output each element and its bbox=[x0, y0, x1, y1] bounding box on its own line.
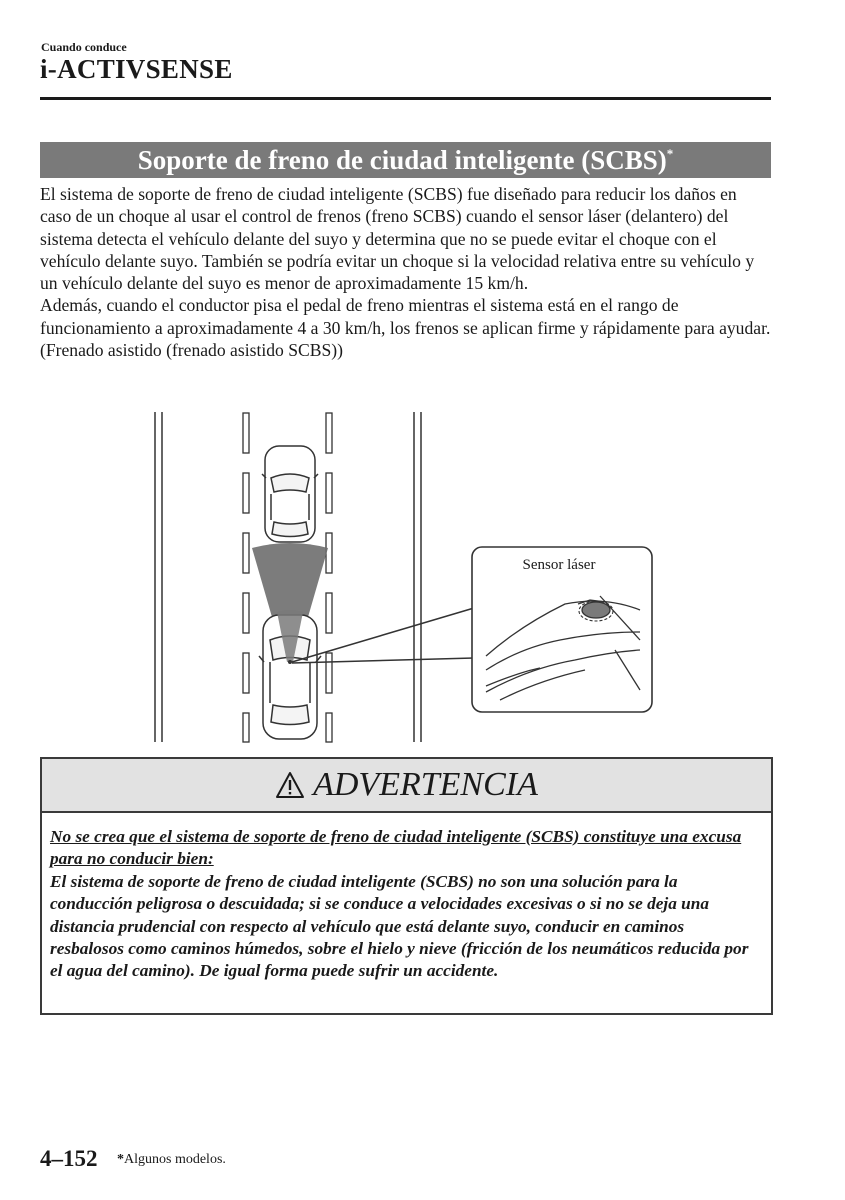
header-section-label: Cuando conduce bbox=[41, 40, 127, 54]
road-edge-right bbox=[414, 412, 421, 742]
sensor-callout-label: Sensor láser bbox=[522, 557, 596, 573]
sensor-point bbox=[288, 660, 292, 664]
section-title-mark: * bbox=[666, 146, 674, 161]
warning-headline: No se crea que el sistema de soporte de freno de ciudad inteligente (SCBS) constituye una excusa para no conducir bien: bbox=[50, 827, 742, 869]
warning-triangle-icon bbox=[275, 771, 305, 799]
section-title bbox=[138, 142, 674, 178]
header-divider bbox=[40, 97, 771, 100]
body-paragraph-1: El sistema de soporte de freno de ciudad inteligente (SCBS) fue diseñado para reducir los daños en caso de un choque al usar el control de frenos (freno SCBS) cuando el sensor láser (delantero) del sistema detecta el vehículo delante del suyo y determina que no se puede evitar el choque con el vehículo delante suyo. También se podría evitar un choque si la velocidad relativa entre su vehículo y un vehículo delante del suyo es menor de aproximadamente 15 km/h. bbox=[40, 184, 755, 294]
footnote bbox=[117, 1152, 226, 1168]
warning-body bbox=[50, 826, 760, 983]
vehicle-ahead bbox=[262, 446, 318, 542]
warning-text: El sistema de soporte de freno de ciudad inteligente (SCBS) no son una solución para la conducción peligrosa o descuidada; si se conduce a velocidades excesivas o si no se deja una distancia prudencial con respecto al vehículo que está delante suyo, conducir en caminos resbalosos como caminos húmedos, sobre el hielo y nieve (fricción de los neumáticos reducida por el agua del camino). De igual forma puede sufrir un accidente. bbox=[50, 871, 749, 981]
warning-title: ADVERTENCIA bbox=[313, 766, 538, 803]
body-paragraph-2: Además, cuando el conductor pisa el pedal de freno mientras el sistema está en el rango de funcionamiento a aproximadamente 4 a 30 km/h, los frenos se aplican firme y rápidamente para ayudar. (Frenado asistido (frenado asistido SCBS)) bbox=[40, 295, 771, 361]
warning-box bbox=[40, 757, 773, 1015]
footnote-text: Algunos modelos. bbox=[124, 1152, 226, 1167]
page-number: 4–152 bbox=[40, 1146, 98, 1171]
callout-leader-lines bbox=[292, 608, 474, 663]
section-title-text: Soporte de freno de ciudad inteligente (SCBS) bbox=[137, 145, 667, 175]
warning-header bbox=[42, 759, 771, 813]
lane-dashes-left bbox=[243, 413, 249, 742]
section-heading-bar bbox=[40, 142, 771, 178]
chapter-title: i-ACTIVSENSE bbox=[40, 54, 233, 84]
road-edge-left bbox=[155, 412, 162, 742]
lane-dashes-right bbox=[326, 413, 332, 742]
body-text bbox=[40, 183, 771, 361]
footnote-mark: * bbox=[117, 1152, 124, 1167]
scbs-diagram bbox=[0, 400, 845, 750]
